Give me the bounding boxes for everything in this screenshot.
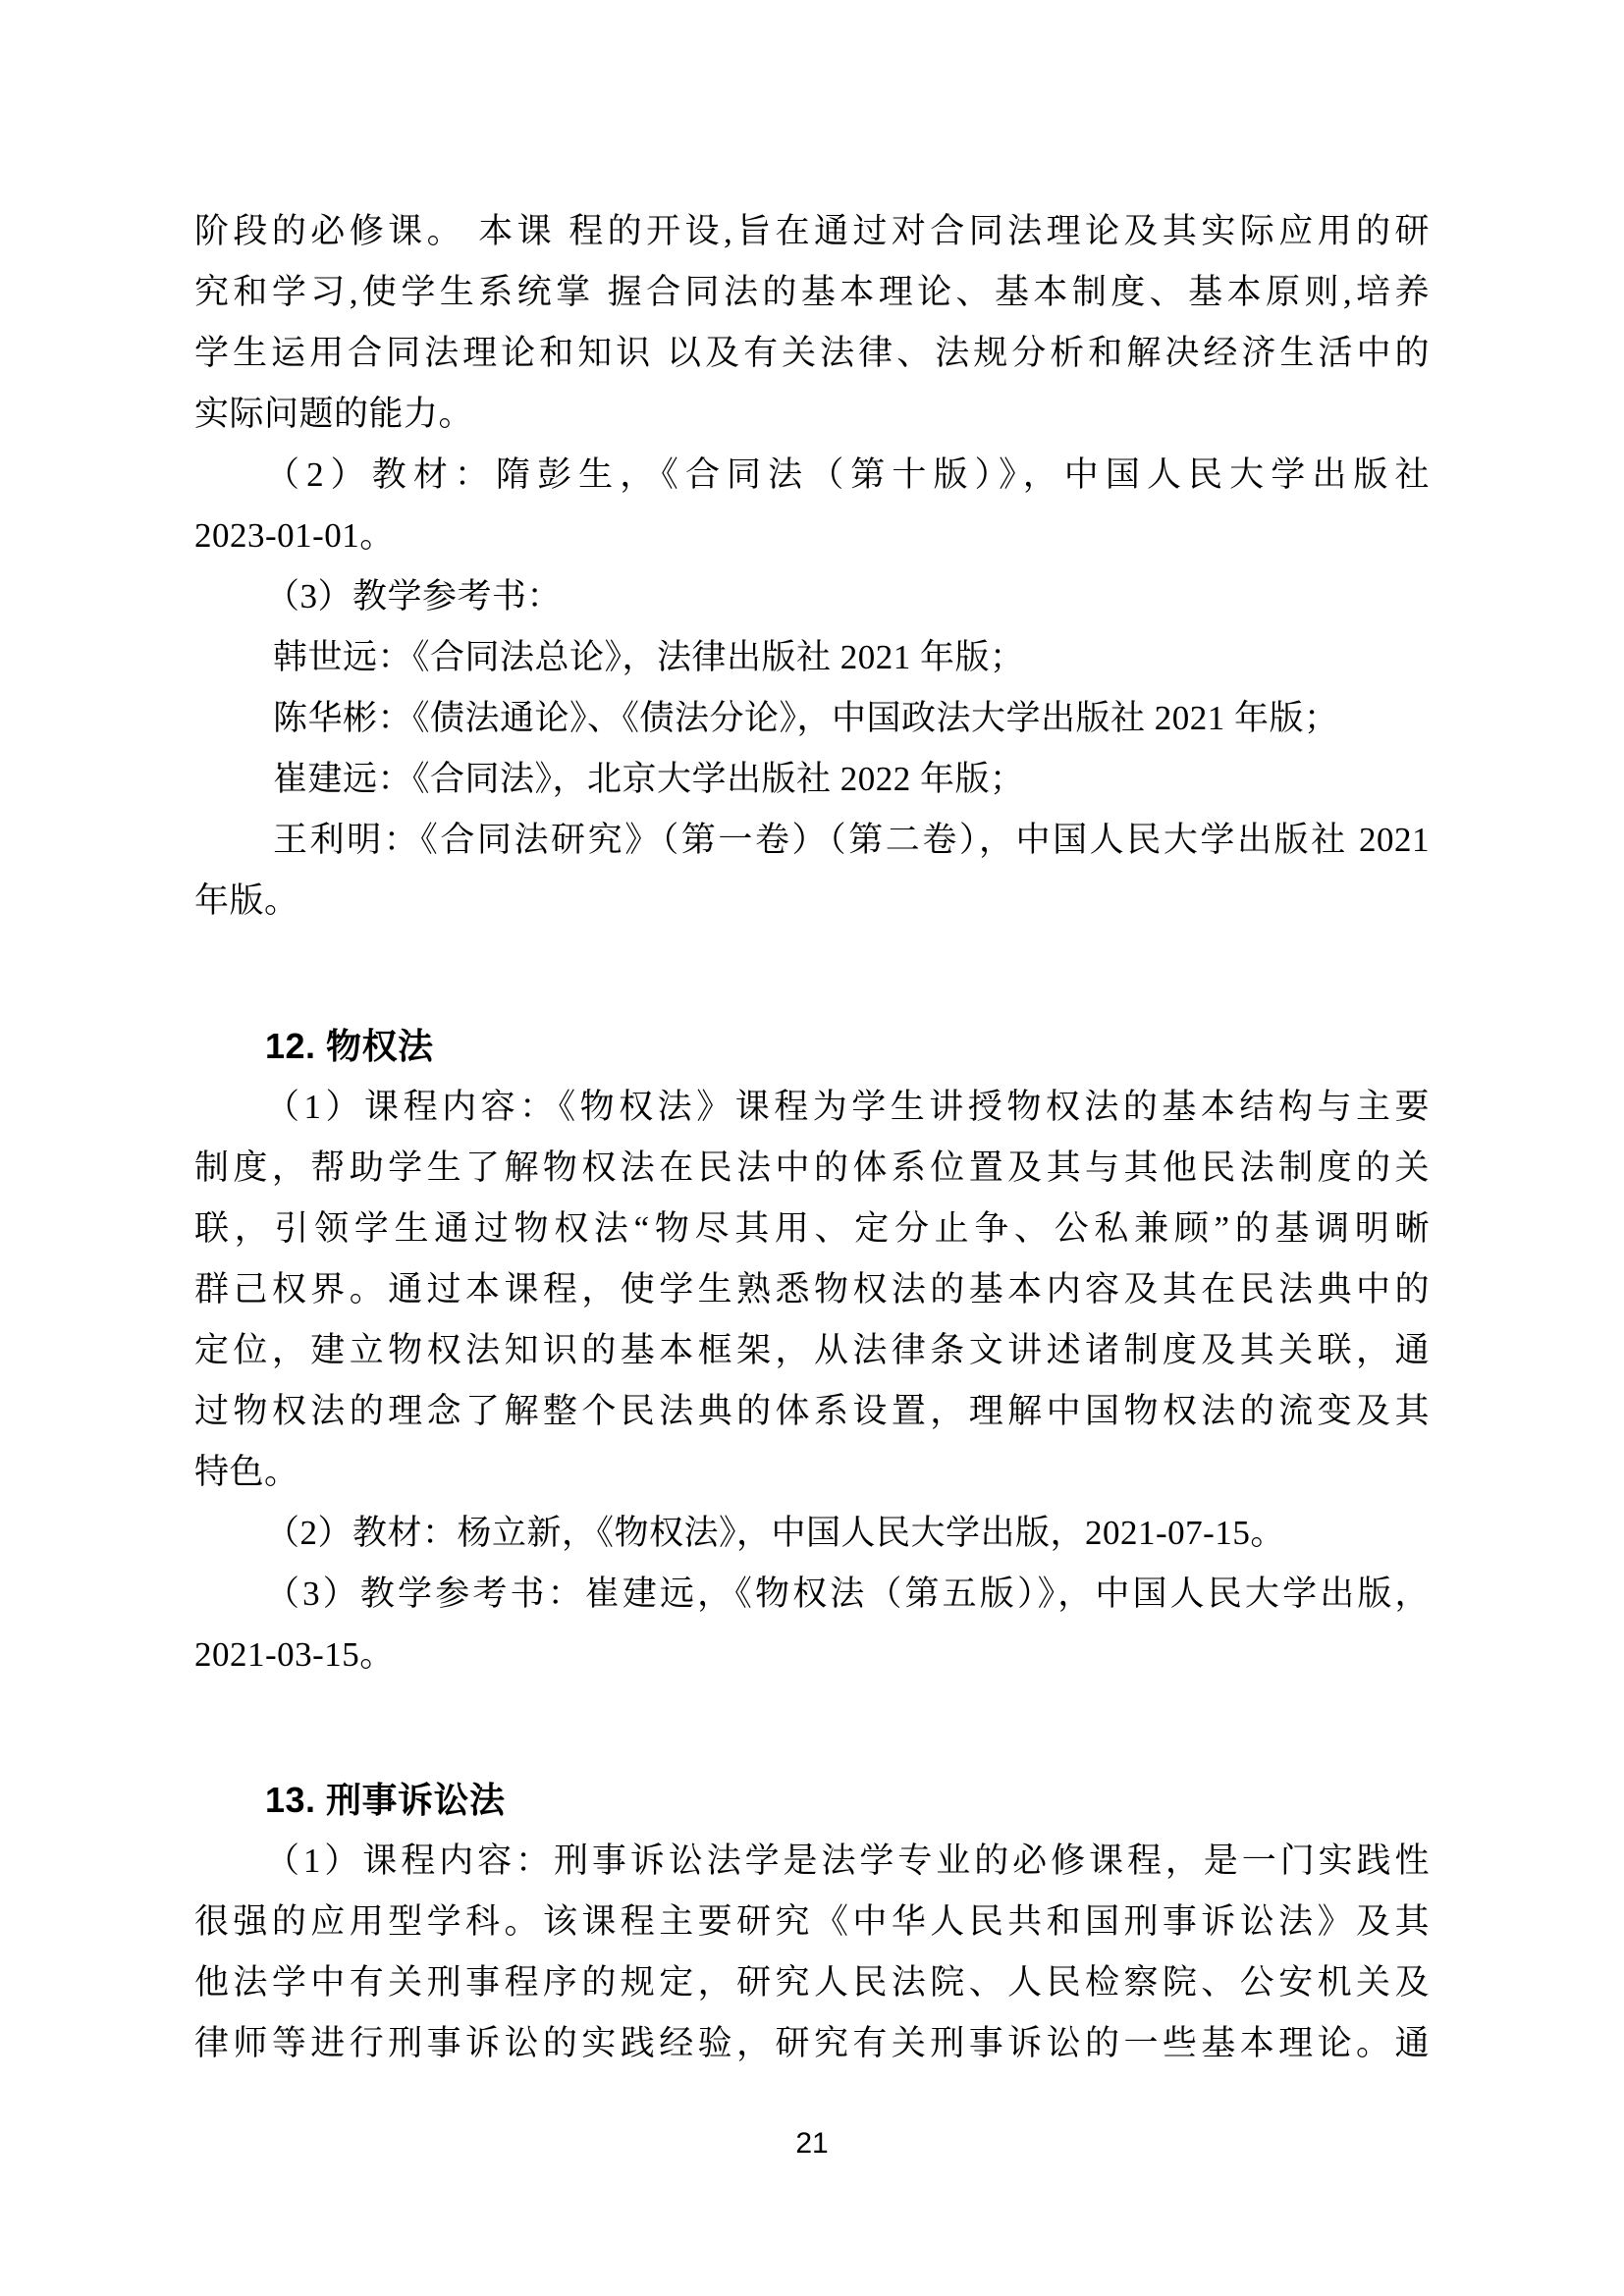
page-number: 21 xyxy=(795,2127,829,2160)
body-line: 实际问题的能力。 xyxy=(194,395,474,433)
section-heading-13-criminal-procedure-law: 13. 刑事诉讼法 xyxy=(265,1780,506,1820)
body-line: 年版。 xyxy=(194,881,299,920)
section-heading-12-property-law: 12. 物权法 xyxy=(265,1026,434,1066)
body-line-textbook: （2）教材：隋彭生，《合同法（第十版）》，中国人民大学出版社 xyxy=(265,455,1430,494)
reference-line: 崔建远：《合同法》，北京大学出版社 2022 年版； xyxy=(273,760,1025,798)
body-line-date: 2023-01-01。 xyxy=(194,516,395,555)
body-line: 律师等进行刑事诉讼的实践经验，研究有关刑事诉讼的一些基本理论。通 xyxy=(194,2024,1430,2062)
reference-line: 王利明：《合同法研究》（第一卷）（第二卷），中国人民大学出版社 2021 xyxy=(273,821,1430,859)
body-line: 究和学习,使学生系统掌 握合同法的基本理论、基本制度、基本原则,培养 xyxy=(194,273,1430,311)
body-line-references-label: （3）教学参考书： xyxy=(265,577,563,615)
body-line: 联，引领学生通过物权法“物尽其用、定分止争、公私兼顾”的基调明晰 xyxy=(194,1209,1430,1248)
body-line-textbook: （2）教材：杨立新，《物权法》，中国人民大学出版，2021-07-15。 xyxy=(265,1514,1285,1552)
body-line: 过物权法的理念了解整个民法典的体系设置，理解中国物权法的流变及其 xyxy=(194,1392,1430,1430)
reference-line: 韩世远：《合同法总论》，法律出版社 2021 年版； xyxy=(273,638,1025,676)
text-column xyxy=(194,0,1430,2162)
reference-line: 陈华彬：《债法通论》、《债法分论》，中国政法大学出版社 2021 年版； xyxy=(273,699,1339,737)
body-line: 学生运用合同法理论和知识 以及有关法律、法规分析和解决经济生活中的 xyxy=(194,334,1430,372)
body-line-references-label: （3）教学参考书：崔建远，《物权法（第五版）》，中国人民大学出版， xyxy=(265,1575,1430,1613)
body-line: 很强的应用型学科。该课程主要研究《中华人民共和国刑事诉讼法》及其 xyxy=(194,1902,1430,1941)
body-line: 他法学中有关刑事程序的规定，研究人民法院、人民检察院、公安机关及 xyxy=(194,1963,1430,2002)
body-line: 定位，建立物权法知识的基本框架，从法律条文讲述诸制度及其关联，通 xyxy=(194,1331,1430,1369)
body-line: 群己权界。通过本课程，使学生熟悉物权法的基本内容及其在民法典中的 xyxy=(194,1270,1430,1308)
body-line: （1）课程内容：刑事诉讼法学是法学专业的必修课程，是一门实践性 xyxy=(265,1842,1430,1880)
body-line: （1）课程内容：《物权法》课程为学生讲授物权法的基本结构与主要 xyxy=(265,1088,1430,1126)
body-line: 特色。 xyxy=(194,1453,299,1491)
body-line: 阶段的必修课。 本课 程的开设,旨在通过对合同法理论及其实际应用的研 xyxy=(194,212,1430,250)
body-line: 制度，帮助学生了解物权法在民法中的体系位置及其与其他民法制度的关 xyxy=(194,1148,1430,1187)
body-line-date: 2021-03-15。 xyxy=(194,1635,395,1674)
